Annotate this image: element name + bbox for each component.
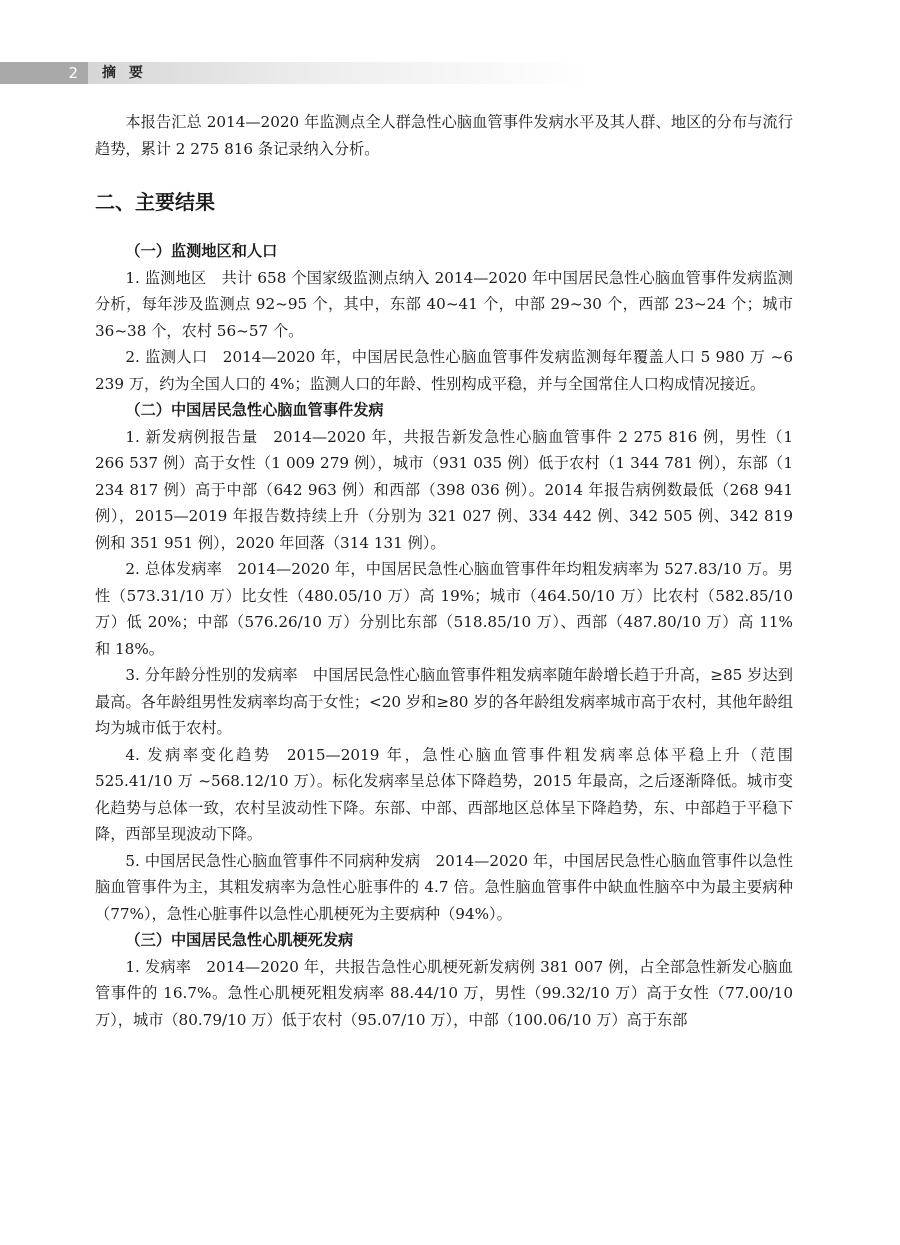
paragraph [95, 848, 793, 928]
paragraph [95, 344, 793, 397]
running-header [0, 62, 590, 84]
paragraph-lead: 1. 监测地区 [125, 268, 207, 287]
section-heading: （二）中国居民急性心脑血管事件发病 [125, 401, 384, 419]
paragraph-lead: 3. 分年龄分性别的发病率 [125, 666, 298, 684]
page-body [95, 109, 793, 1033]
paragraph-text: 2014—2020 年，中国居民急性心脑血管事件发病监测每年覆盖人口 5 980 万 ~6 239 万，约为全国人口的 4%；监测人口的年龄、性别构成平稳，并与全国常住人口构成情况接近。 [95, 348, 793, 393]
paragraph [95, 662, 793, 742]
paragraph-lead: 2. 总体发病率 [125, 560, 223, 578]
paragraph [95, 556, 793, 662]
paragraph-lead: 2. 监测人口 [125, 348, 208, 366]
paragraph-text: 2014—2020 年，中国居民急性心脑血管事件以急性脑血管事件为主，其粗发病率为急性心脏事件的 4.7 倍。急性脑血管事件中缺血性脑卒中为最主要病种（77%），急性心脏事件以急性心肌梗死为主要病种（94%）。 [95, 851, 793, 923]
paragraph-text: 中国居民急性心脑血管事件粗发病率随年龄增长趋于升高，≥85 岁达到最高。各年龄组男性发病率均高于女性；<20 岁和≥80 岁的各年龄组发病率城市高于农村，其他年龄组均为城市低于农村。 [95, 666, 793, 737]
results-heading: 二、主要结果 [95, 190, 215, 214]
paragraph-lead: 5. 中国居民急性心脑血管事件不同病种发病 [125, 851, 421, 870]
paragraph-lead: 4. 发病率变化趋势 [125, 745, 272, 764]
paragraph [95, 742, 793, 848]
paragraph-text: 2014—2020 年，共报告急性心肌梗死新发病例 381 007 例，占全部急性新发心脑血管事件的 16.7%。急性心肌梗死粗发病率 88.44/10 万，男性（99.32/10 万）高于女性（77.00/10 万），城市（80.79/10 万）低于农村（95.07/10 万），中部（100.06/10 万）高于东部 [95, 957, 793, 1029]
paragraph-text: 2015—2019 年，急性心脑血管事件粗发病率总体平稳上升（范围 525.41/10 万 ~568.12/10 万）。标化发病率呈总体下降趋势，2015 年最高，之后逐渐降低。城市变化趋势与总体一致，农村呈波动性下降。东部、中部、西部地区总体呈下降趋势，东、中部趋于平稳下降，西部呈现波动下降。 [95, 745, 793, 843]
paragraph-text: 共计 658 个国家级监测点纳入 2014—2020 年中国居民急性心脑血管事件发病监测分析，每年涉及监测点 92~95 个，其中，东部 40~41 个，中部 29~30 个，西部 23~24 个；城市 36~38 个，农村 56~57 个。 [95, 268, 793, 340]
paragraph-lead: 1. 新发病例报告量 [125, 427, 259, 446]
paragraph [95, 954, 793, 1034]
paragraph-text: 2014—2020 年，中国居民急性心脑血管事件年均粗发病率为 527.83/10 万。男性（573.31/10 万）比女性（480.05/10 万）高 19%；城市（464.50/10 万）比农村（582.85/10 万）低 20%；中部（576.26/10 万）分别比东部（518.85/10 万）、西部（487.80/10 万）高 11% 和 18%。 [95, 560, 793, 658]
paragraph-lead: 1. 发病率 [125, 957, 192, 976]
section-heading: （三）中国居民急性心肌梗死发病 [125, 931, 354, 949]
paragraph [95, 424, 793, 557]
page-number: 2 [0, 62, 88, 84]
intro-paragraph: 本报告汇总 2014—2020 年监测点全人群急性心脑血管事件发病水平及其人群、地区的分布与流行趋势，累计 2 275 816 条记录纳入分析。 [95, 113, 793, 158]
paragraph [95, 265, 793, 345]
paragraph-text: 2014—2020 年，共报告新发急性心脑血管事件 2 275 816 例，男性（1 266 537 例）高于女性（1 009 279 例），城市（931 035 例）低于农村（1 344 781 例），东部（1 234 817 例）高于中部（642 963 例）和西部（398 036 例）。2014 年报告病例数最低（268 941 例），2015—2019 年报告数持续上升（分别为 321 027 例、334 442 例、342 505 例、342 819 例和 351 951 例），2020 年回落（314 131 例）。 [95, 427, 793, 552]
running-section-title: 摘 要 [102, 65, 147, 81]
section-heading: （一）监测地区和人口 [125, 242, 278, 260]
